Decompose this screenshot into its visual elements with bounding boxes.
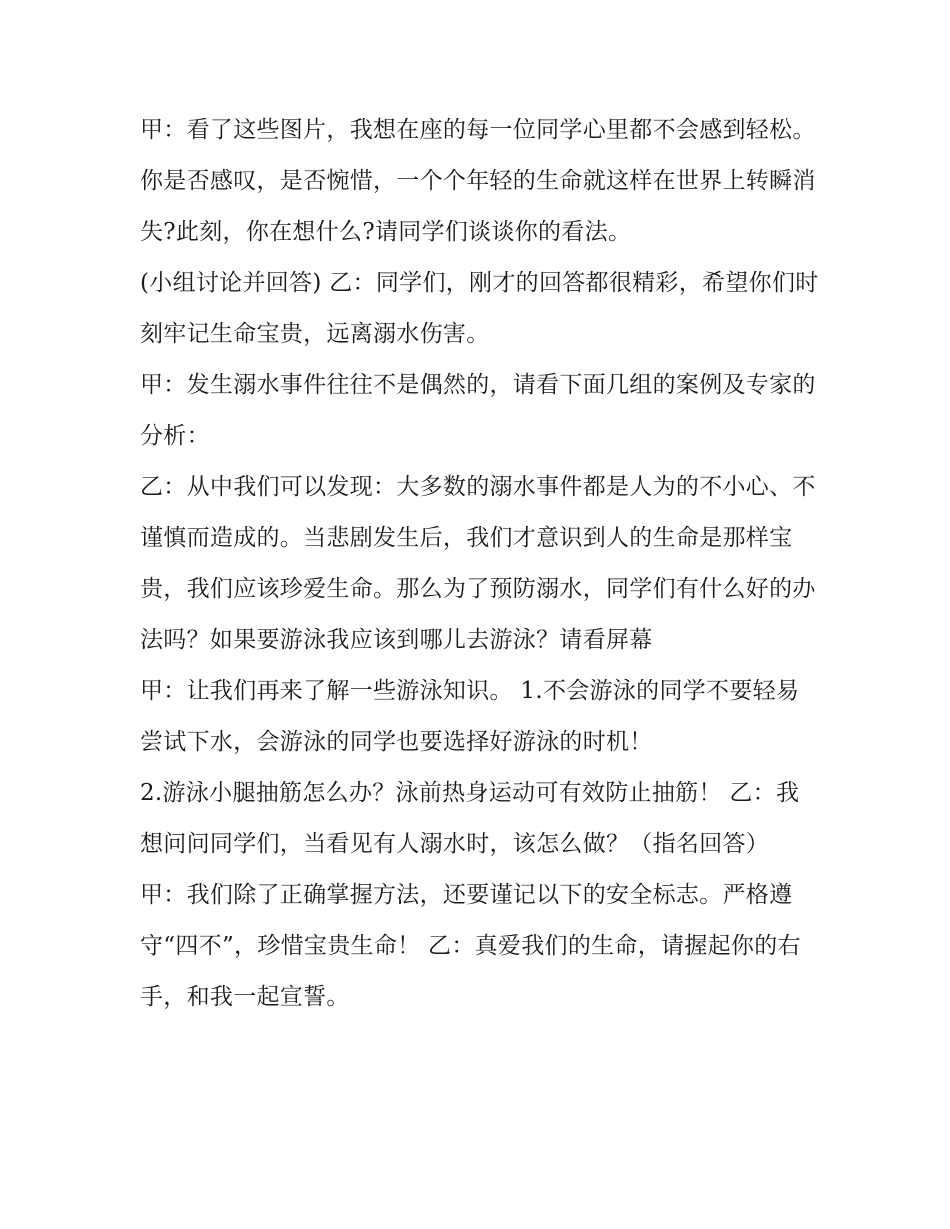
paragraph-1: 甲：看了这些图片，我想在座的每一位同学心里都不会感到轻松。你是否感叹，是否惋惜，一个个年轻的生命就这样在世界上转瞬消失?此刻，你在想什么?请同学们谈谈你的看法。 — [140, 117, 816, 245]
document-body — [140, 105, 820, 1023]
paragraph-7: 甲：我们除了正确掌握方法，还要谨记以下的安全标志。严格遵守“四不”，珍惜宝贵生命！ 乙：真爱我们的生命，请握起你的右手，和我一起宣誓。 — [140, 882, 801, 1010]
paragraph-4: 乙：从中我们可以发现：大多数的溺水事件都是人为的不小心、不谨慎而造成的。当悲剧发生后，我们才意识到人的生命是那样宝贵，我们应该珍爱生命。那么为了预防溺水，同学们有什么好的办法吗？如果要游泳我应该到哪儿去游泳？请看屏幕 — [140, 474, 816, 653]
paragraph-5: 甲：让我们再来了解一些游泳知识。 1.不会游泳的同学不要轻易尝试下水，会游泳的同学也要选择好游泳的时机！ — [140, 678, 800, 755]
paragraph-2: (小组讨论并回答) 乙：同学们，刚才的回答都很精彩，希望你们时刻牢记生命宝贵，远离溺水伤害。 — [140, 270, 819, 347]
paragraph-3: 甲：发生溺水事件往往不是偶然的，请看下面几组的案例及专家的分析： — [140, 372, 816, 449]
paragraph-6: 2.游泳小腿抽筋怎么办？泳前热身运动可有效防止抽筋！ 乙：我想问问同学们，当看见有人溺水时，该怎么做？（指名回答） — [140, 780, 800, 857]
